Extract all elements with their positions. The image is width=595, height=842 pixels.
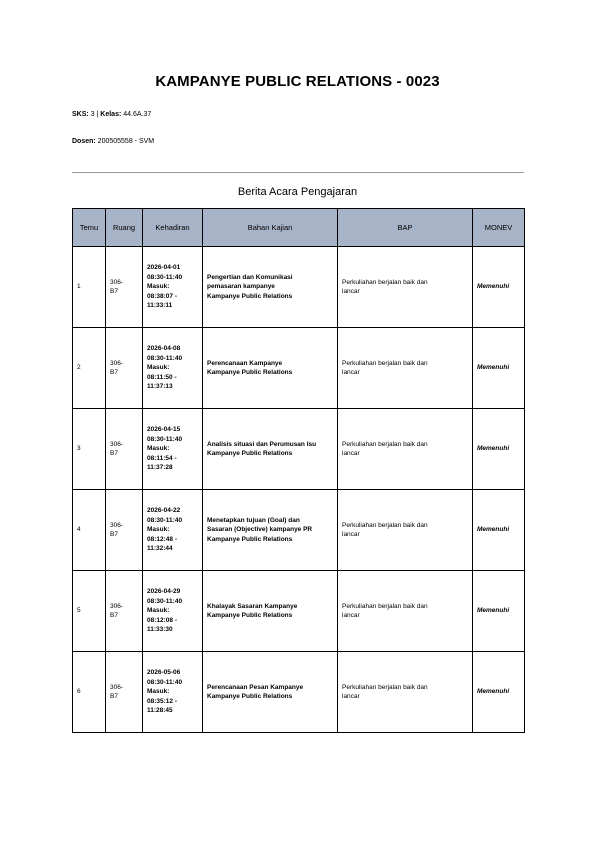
bap-cell-line: Perkuliahan berjalan baik dan <box>342 278 428 286</box>
bap-cell-line: lancar <box>342 612 360 619</box>
bap-cell-line: lancar <box>342 369 360 376</box>
ruang-cell <box>106 652 143 733</box>
temu-cell: 1 <box>73 247 106 328</box>
kehadiran-cell-line: 08:30-11:40 <box>147 354 183 362</box>
header-ruang: Ruang <box>106 209 143 247</box>
ruang-cell-line: 306- <box>110 359 124 367</box>
bap-cell-line: Perkuliahan berjalan baik dan <box>342 359 428 367</box>
kehadiran-cell-line: 2026-04-08 <box>147 345 181 353</box>
bap-cell-line: Perkuliahan berjalan baik dan <box>342 602 428 610</box>
bap-cell-line: lancar <box>342 531 360 538</box>
ruang-cell-line: B7 <box>110 693 118 700</box>
bahan-kajian-cell <box>203 652 338 733</box>
ruang-cell <box>106 247 143 328</box>
kehadiran-cell-line: 08:30-11:40 <box>147 273 183 281</box>
kehadiran-cell-line: 11:28:45 <box>147 707 173 715</box>
ruang-cell-line: B7 <box>110 369 118 376</box>
kehadiran-cell-line: 2026-04-29 <box>147 588 181 596</box>
bahan-kajian-cell-line: Analisis situasi dan Perumusan Isu <box>207 440 317 448</box>
kehadiran-cell-line: 08:12:08 - <box>147 616 177 624</box>
bap-cell-line: lancar <box>342 450 360 457</box>
dosen-value: 200505558 - SVM <box>95 138 155 145</box>
bap-cell <box>338 247 473 328</box>
ruang-cell-line: 306- <box>110 521 124 529</box>
bahan-kajian-cell <box>203 490 338 571</box>
ruang-cell <box>106 571 143 652</box>
kehadiran-cell-line: 08:38:07 - <box>147 292 177 300</box>
bap-cell <box>338 409 473 490</box>
monev-cell: Memenuhi <box>473 247 525 328</box>
kehadiran-cell-line: 11:37:13 <box>147 383 173 391</box>
monev-cell: Memenuhi <box>473 571 525 652</box>
course-info <box>72 111 151 118</box>
monev-cell: Memenuhi <box>473 328 525 409</box>
kehadiran-cell-line: 08:11:50 - <box>147 373 177 381</box>
divider <box>72 172 524 173</box>
ruang-cell-line: B7 <box>110 288 118 295</box>
bap-cell-line: Perkuliahan berjalan baik dan <box>342 683 428 691</box>
table-row <box>73 328 525 409</box>
kehadiran-cell-line: 08:30-11:40 <box>147 678 183 686</box>
bahan-kajian-cell-line: Kampanye Public Relations <box>207 292 293 300</box>
bahan-kajian-cell <box>203 409 338 490</box>
temu-cell: 4 <box>73 490 106 571</box>
kelas-value: 44.6A.37 <box>121 111 152 118</box>
bahan-kajian-cell-line: Kampanye Public Relations <box>207 612 293 619</box>
kehadiran-cell <box>143 490 203 571</box>
kehadiran-cell-line: Masuk: <box>147 364 170 372</box>
kehadiran-cell-line: 2026-05-06 <box>147 669 181 677</box>
bahan-kajian-cell-line: Perencanaan Kampanye <box>207 359 283 367</box>
kehadiran-cell-line: 2026-04-22 <box>147 507 181 515</box>
sks-value: 3 | <box>88 111 101 118</box>
bahan-kajian-cell-line: Perencanaan Pesan Kampanye <box>207 683 304 691</box>
sks-label: SKS: <box>72 111 89 118</box>
header-bap: BAP <box>338 209 473 247</box>
kehadiran-cell-line: 08:30-11:40 <box>147 435 183 443</box>
bap-cell <box>338 571 473 652</box>
kehadiran-cell-line: Masuk: <box>147 607 170 615</box>
temu-cell: 2 <box>73 328 106 409</box>
header-temu: Temu <box>73 209 106 247</box>
bahan-kajian-cell-line: Menetapkan tujuan (Goal) dan <box>207 516 300 524</box>
ruang-cell-line: 306- <box>110 278 124 286</box>
ruang-cell-line: 306- <box>110 440 124 448</box>
kehadiran-cell-line: 11:33:11 <box>147 302 173 310</box>
ruang-cell-line: B7 <box>110 450 118 457</box>
table-header-row <box>73 209 525 247</box>
table-row <box>73 490 525 571</box>
bahan-kajian-cell-line: pemasaran kampanye <box>207 283 275 291</box>
kehadiran-cell <box>143 571 203 652</box>
lecturer-info <box>72 138 154 145</box>
bap-cell <box>338 490 473 571</box>
bap-cell-line: lancar <box>342 288 360 295</box>
bahan-kajian-cell-line: Kampanye Public Relations <box>207 535 293 543</box>
kehadiran-cell-line: 2026-04-01 <box>147 264 181 272</box>
ruang-cell <box>106 490 143 571</box>
bahan-kajian-cell <box>203 328 338 409</box>
dosen-label: Dosen: <box>72 138 96 145</box>
table-row <box>73 652 525 733</box>
ruang-cell-line: 306- <box>110 602 124 610</box>
bap-cell <box>338 652 473 733</box>
ruang-cell-line: 306- <box>110 683 124 691</box>
header-kehadiran: Kehadiran <box>143 209 203 247</box>
kehadiran-cell-line: 08:30-11:40 <box>147 597 183 605</box>
header-monev: MONEV <box>473 209 525 247</box>
kehadiran-cell <box>143 328 203 409</box>
monev-cell: Memenuhi <box>473 652 525 733</box>
kehadiran-cell-line: Masuk: <box>147 688 170 696</box>
kehadiran-cell-line: 2026-04-15 <box>147 426 181 434</box>
kehadiran-cell-line: Masuk: <box>147 526 170 534</box>
bap-cell-line: Perkuliahan berjalan baik dan <box>342 440 428 448</box>
bahan-kajian-cell-line: Kampanye Public Relations <box>207 450 293 457</box>
kehadiran-cell <box>143 247 203 328</box>
header-bahan-kajian: Bahan Kajian <box>203 209 338 247</box>
bahan-kajian-cell-line: Pengertian dan Komunikasi <box>207 273 293 281</box>
temu-cell: 3 <box>73 409 106 490</box>
bahan-kajian-cell-line: Kampanye Public Relations <box>207 369 293 376</box>
temu-cell: 5 <box>73 571 106 652</box>
ruang-cell <box>106 409 143 490</box>
kehadiran-cell-line: Masuk: <box>147 283 170 291</box>
table-row <box>73 247 525 328</box>
document-title: KAMPANYE PUBLIC RELATIONS - 0023 <box>155 73 440 90</box>
kehadiran-cell <box>143 409 203 490</box>
bahan-kajian-cell <box>203 247 338 328</box>
kehadiran-cell-line: Masuk: <box>147 445 170 453</box>
bap-cell-line: lancar <box>342 693 360 700</box>
ruang-cell <box>106 328 143 409</box>
teaching-record-table <box>72 208 525 733</box>
bap-cell-line: Perkuliahan berjalan baik dan <box>342 521 428 529</box>
bahan-kajian-cell <box>203 571 338 652</box>
kehadiran-cell-line: 08:35:12 - <box>147 697 177 705</box>
bahan-kajian-cell-line: Khalayak Sasaran Kampanye <box>207 602 298 610</box>
monev-cell: Memenuhi <box>473 490 525 571</box>
ruang-cell-line: B7 <box>110 531 118 538</box>
kehadiran-cell-line: 11:33:30 <box>147 626 173 634</box>
kehadiran-cell-line: 11:32:44 <box>147 545 173 553</box>
table-row <box>73 409 525 490</box>
bahan-kajian-cell-line: Sasaran (Objective) kampanye PR <box>207 526 313 534</box>
kehadiran-cell <box>143 652 203 733</box>
kehadiran-cell-line: 08:30-11:40 <box>147 516 183 524</box>
monev-cell: Memenuhi <box>473 409 525 490</box>
table-row <box>73 571 525 652</box>
kehadiran-cell-line: 08:11:54 - <box>147 454 177 462</box>
section-title: Berita Acara Pengajaran <box>237 186 358 198</box>
bap-cell <box>338 328 473 409</box>
kelas-label: Kelas: <box>100 111 122 118</box>
bahan-kajian-cell-line: Kampanye Public Relations <box>207 693 293 700</box>
kehadiran-cell-line: 08:12:48 - <box>147 535 177 543</box>
kehadiran-cell-line: 11:37:28 <box>147 464 173 472</box>
ruang-cell-line: B7 <box>110 612 118 619</box>
temu-cell: 6 <box>73 652 106 733</box>
